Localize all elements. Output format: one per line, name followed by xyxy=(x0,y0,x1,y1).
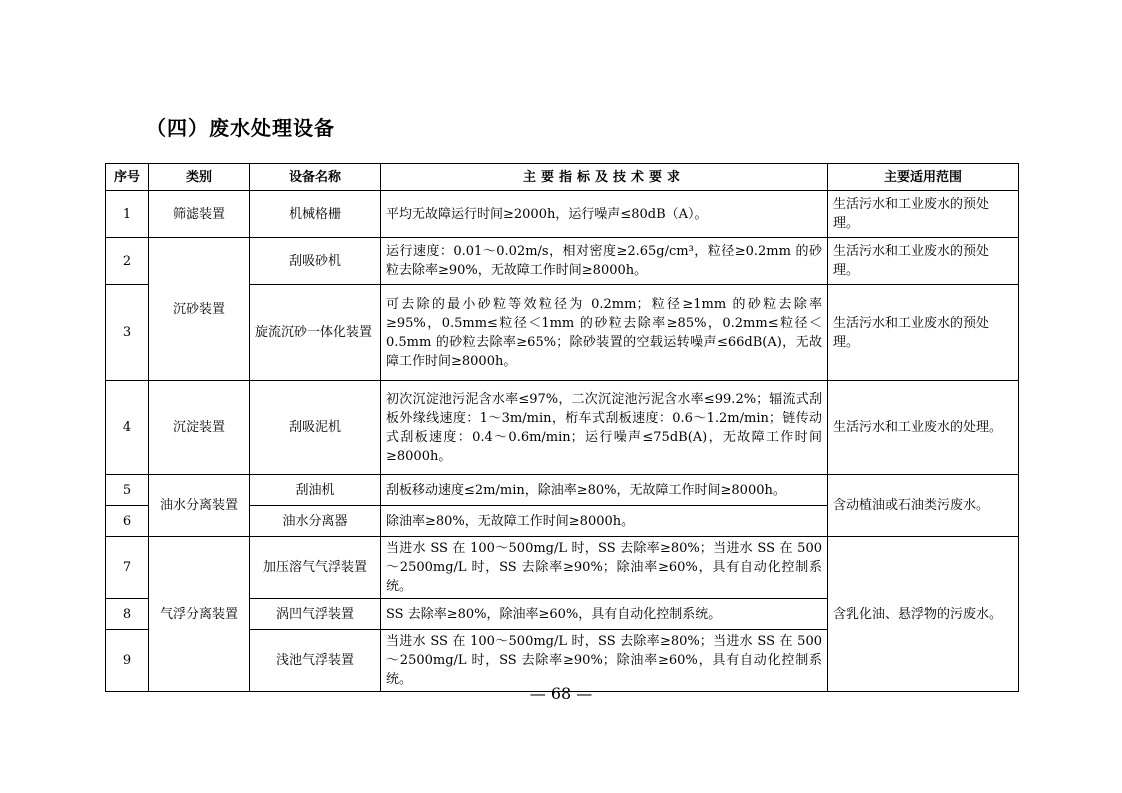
row-no: 5 xyxy=(106,475,149,506)
row-scope: 含动植油或石油类污废水。 xyxy=(828,475,1019,537)
row-category: 沉砂装置 xyxy=(149,238,250,381)
row-no: 1 xyxy=(106,191,149,238)
row-no: 4 xyxy=(106,381,149,475)
equipment-table xyxy=(105,163,1019,692)
row-no: 6 xyxy=(106,506,149,537)
row-name: 涡凹气浮装置 xyxy=(250,599,381,630)
row-name: 刮吸泥机 xyxy=(250,381,381,475)
table-row xyxy=(106,475,1019,506)
row-scope: 生活污水和工业废水的预处理。 xyxy=(828,285,1019,381)
row-name: 油水分离器 xyxy=(250,506,381,537)
row-spec: 除油率≥80%，无故障工作时间≥8000h。 xyxy=(381,506,828,537)
header-spec: 主要指标及技术要求 xyxy=(381,164,828,191)
row-scope: 生活污水和工业废水的处理。 xyxy=(828,381,1019,475)
section-title: （四）废水处理设备 xyxy=(146,116,335,140)
row-spec: 运行速度：0.01～0.02m/s，相对密度≥2.65g/cm³，粒径≥0.2mm 的砂粒去除率≥90%，无故障工作时间≥8000h。 xyxy=(381,238,828,285)
row-category: 油水分离装置 xyxy=(149,475,250,537)
table-row xyxy=(106,238,1019,285)
row-name: 机械格栅 xyxy=(250,191,381,238)
row-spec: 平均无故障运行时间≥2000h，运行噪声≤80dB（A）。 xyxy=(381,191,828,238)
header-category: 类别 xyxy=(149,164,250,191)
row-name: 浅池气浮装置 xyxy=(250,630,381,692)
header-name: 设备名称 xyxy=(250,164,381,191)
row-spec: 可去除的最小砂粒等效粒径为 0.2mm；粒径≥1mm 的砂粒去除率≥95%，0.5mm≤粒径＜1mm 的砂粒去除率≥85%，0.2mm≤粒径＜0.5mm 的砂粒去除率≥65%；除砂装置的空载运转噪声≤66dB(A)，无故障工作时间≥8000h。 xyxy=(381,285,828,381)
row-scope: 生活污水和工业废水的预处理。 xyxy=(828,191,1019,238)
row-category: 筛滤装置 xyxy=(149,191,250,238)
header-scope: 主要适用范围 xyxy=(828,164,1019,191)
header-no: 序号 xyxy=(106,164,149,191)
row-name: 刮油机 xyxy=(250,475,381,506)
row-no: 8 xyxy=(106,599,149,630)
row-spec: 初次沉淀池污泥含水率≤97%，二次沉淀池污泥含水率≤99.2%；辐流式刮板外缘线速度：1～3m/min，桁车式刮板速度：0.6～1.2m/min；链传动式刮板速度：0.4～0.6m/min；运行噪声≤75dB(A)，无故障工作时间≥8000h。 xyxy=(381,381,828,475)
row-name: 刮吸砂机 xyxy=(250,238,381,285)
row-spec: 刮板移动速度≤2m/min，除油率≥80%，无故障工作时间≥8000h。 xyxy=(381,475,828,506)
table-row xyxy=(106,191,1019,238)
row-spec: 当进水 SS 在 100～500mg/L 时，SS 去除率≥80%；当进水 SS 在 500～2500mg/L 时，SS 去除率≥90%；除油率≥60%，具有自动化控制系统。 xyxy=(381,630,828,692)
row-no: 9 xyxy=(106,630,149,692)
row-scope: 生活污水和工业废水的预处理。 xyxy=(828,238,1019,285)
row-no: 7 xyxy=(106,537,149,599)
table-header-row xyxy=(106,164,1019,191)
row-name: 加压溶气气浮装置 xyxy=(250,537,381,599)
row-category: 沉淀装置 xyxy=(149,381,250,475)
row-scope: 含乳化油、悬浮物的污废水。 xyxy=(828,537,1019,692)
row-no: 2 xyxy=(106,238,149,285)
page-number: — 68 — xyxy=(529,684,593,703)
row-name: 旋流沉砂一体化装置 xyxy=(250,285,381,381)
row-category: 气浮分离装置 xyxy=(149,537,250,692)
row-spec: SS 去除率≥80%，除油率≥60%，具有自动化控制系统。 xyxy=(381,599,828,630)
table-row xyxy=(106,537,1019,599)
row-no: 3 xyxy=(106,285,149,381)
table-row xyxy=(106,381,1019,475)
row-spec: 当进水 SS 在 100～500mg/L 时，SS 去除率≥80%；当进水 SS 在 500～2500mg/L 时，SS 去除率≥90%；除油率≥60%，具有自动化控制系统。 xyxy=(381,537,828,599)
